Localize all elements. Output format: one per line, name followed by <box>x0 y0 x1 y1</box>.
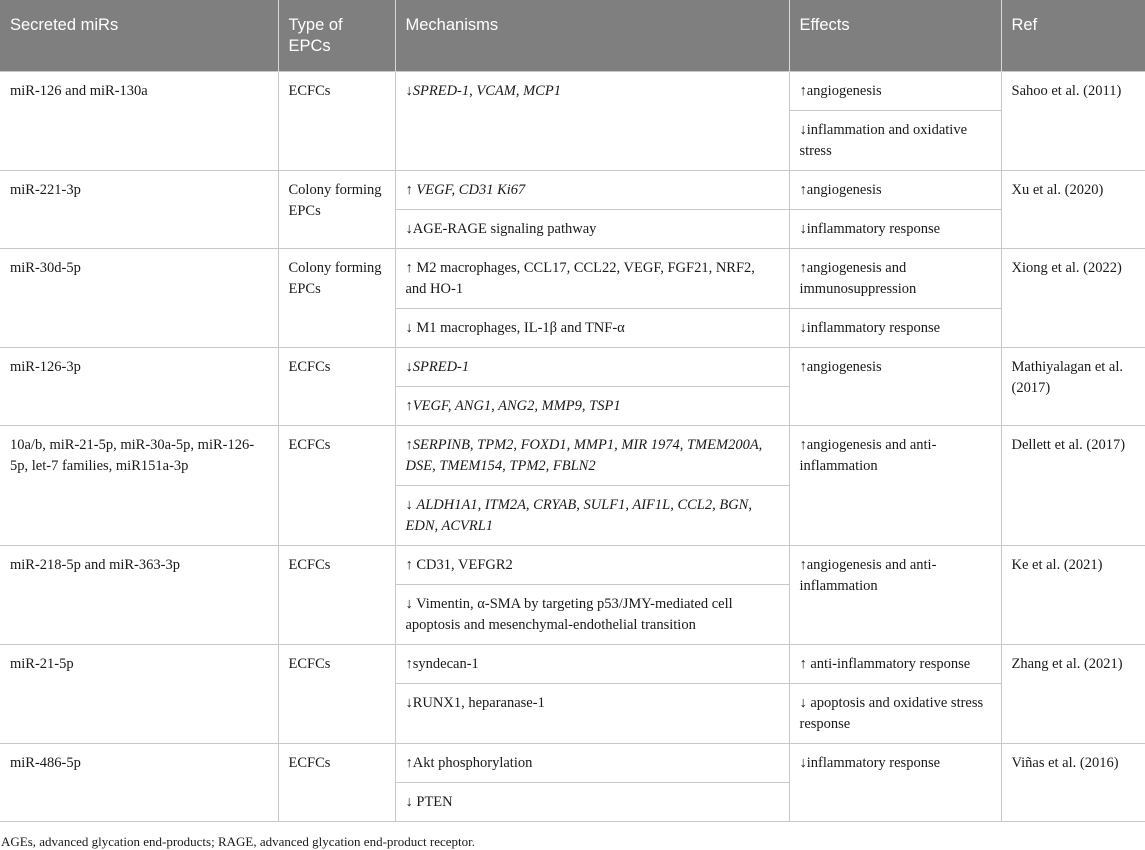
cell-epc-type: ECFCs <box>278 546 395 645</box>
cell-secreted-mir: miR-30d-5p <box>0 249 278 348</box>
cell-mechanism: ↓AGE-RAGE signaling pathway <box>395 210 789 249</box>
arrow: ↓ <box>405 497 417 513</box>
cell-ref: Mathiyalagan et al. (2017) <box>1001 348 1145 426</box>
cell-effect: ↓inflammatory response <box>789 210 1001 249</box>
gene-list: ALDH1A1, ITM2A, CRYAB, SULF1, AIF1L, CCL2, BGN, EDN, ACVRL1 <box>405 497 752 534</box>
cell-effect: ↑angiogenesis and anti-inflammation <box>789 546 1001 645</box>
cell-epc-type: ECFCs <box>278 348 395 426</box>
cell-effect: ↑angiogenesis <box>789 72 1001 111</box>
cell-epc-type: ECFCs <box>278 645 395 744</box>
cell-mechanism: ↓RUNX1, heparanase-1 <box>395 684 789 744</box>
cell-secreted-mir: miR-218-5p and miR-363-3p <box>0 546 278 645</box>
cell-effect: ↑angiogenesis <box>789 171 1001 210</box>
cell-ref: Xu et al. (2020) <box>1001 171 1145 249</box>
cell-epc-type: ECFCs <box>278 744 395 822</box>
cell-mechanism <box>395 426 789 486</box>
cell-mechanism: ↓ M1 macrophages, IL-1β and TNF-α <box>395 309 789 348</box>
cell-ref: Viñas et al. (2016) <box>1001 744 1145 822</box>
cell-effect: ↓inflammatory response <box>789 309 1001 348</box>
cell-mechanism: ↑syndecan-1 <box>395 645 789 684</box>
cell-secreted-mir: miR-486-5p <box>0 744 278 822</box>
cell-ref: Dellett et al. (2017) <box>1001 426 1145 546</box>
table-footnote: AGEs, advanced glycation end-products; RAGE, advanced glycation end-product receptor. <box>1 834 475 849</box>
cell-effect: ↑angiogenesis and anti-inflammation <box>789 426 1001 546</box>
cell-ref: Zhang et al. (2021) <box>1001 645 1145 744</box>
cell-mechanism: ↓ PTEN <box>395 783 789 822</box>
header-row <box>0 0 1145 72</box>
cell-ref: Sahoo et al. (2011) <box>1001 72 1145 171</box>
cell-secreted-mir: miR-126 and miR-130a <box>0 72 278 171</box>
arrow: ↓ <box>405 359 413 375</box>
header-ref: Ref <box>1001 0 1145 72</box>
arrow: ↑ <box>405 398 413 414</box>
table-row <box>0 171 1145 210</box>
cell-mechanism: ↑ M2 macrophages, CCL17, CCL22, VEGF, FGF21, NRF2, and HO-1 <box>395 249 789 309</box>
cell-effect: ↑ anti-inflammatory response <box>789 645 1001 684</box>
arrow: ↑ <box>405 437 413 453</box>
cell-epc-type: ECFCs <box>278 426 395 546</box>
arrow: ↓ <box>405 83 413 99</box>
table-row <box>0 744 1145 783</box>
gene-list: VEGF, ANG1, ANG2, MMP9, TSP1 <box>412 398 621 414</box>
cell-effect: ↓inflammatory response <box>789 744 1001 822</box>
cell-secreted-mir: miR-21-5p <box>0 645 278 744</box>
cell-epc-type: Colony forming EPCs <box>278 171 395 249</box>
cell-effect: ↑angiogenesis and immunosuppression <box>789 249 1001 309</box>
table-row <box>0 426 1145 486</box>
table-row <box>0 348 1145 387</box>
table-row <box>0 546 1145 585</box>
gene-list: SERPINB, TPM2, FOXD1, MMP1, MIR 1974, TMEM200A, DSE, TMEM154, TPM2, FBLN2 <box>405 437 763 474</box>
cell-ref: Ke et al. (2021) <box>1001 546 1145 645</box>
table-row <box>0 645 1145 684</box>
table-row <box>0 249 1145 309</box>
header-effects: Effects <box>789 0 1001 72</box>
cell-mechanism <box>395 72 789 171</box>
cell-mechanism <box>395 486 789 546</box>
cell-mechanism <box>395 171 789 210</box>
gene-list: VEGF, CD31 Ki67 <box>416 182 526 198</box>
arrow: ↑ <box>405 182 417 198</box>
table-row <box>0 72 1145 111</box>
header-mechanisms: Mechanisms <box>395 0 789 72</box>
cell-ref: Xiong et al. (2022) <box>1001 249 1145 348</box>
cell-mechanism <box>395 387 789 426</box>
cell-epc-type: ECFCs <box>278 72 395 171</box>
cell-mechanism: ↑ CD31, VEFGR2 <box>395 546 789 585</box>
header-secreted-mirs: Secreted miRs <box>0 0 278 72</box>
header-type-of-epcs: Type of EPCs <box>278 0 395 72</box>
gene-list: SPRED-1 <box>412 359 470 375</box>
cell-secreted-mir: 10a/b, miR-21-5p, miR-30a-5p, miR-126-5p, let-7 families, miR151a-3p <box>0 426 278 546</box>
cell-mechanism <box>395 348 789 387</box>
cell-effect: ↓ apoptosis and oxidative stress response <box>789 684 1001 744</box>
cell-secreted-mir: miR-126-3p <box>0 348 278 426</box>
cell-mechanism: ↑Akt phosphorylation <box>395 744 789 783</box>
cell-mechanism: ↓ Vimentin, α-SMA by targeting p53/JMY-mediated cell apoptosis and mesenchymal-endothelial transition <box>395 585 789 645</box>
cell-epc-type: Colony forming EPCs <box>278 249 395 348</box>
cell-effect: ↓inflammation and oxidative stress <box>789 111 1001 171</box>
gene-list: SPRED-1, VCAM, MCP1 <box>412 83 561 99</box>
cell-effect: ↑angiogenesis <box>789 348 1001 426</box>
cell-secreted-mir: miR-221-3p <box>0 171 278 249</box>
